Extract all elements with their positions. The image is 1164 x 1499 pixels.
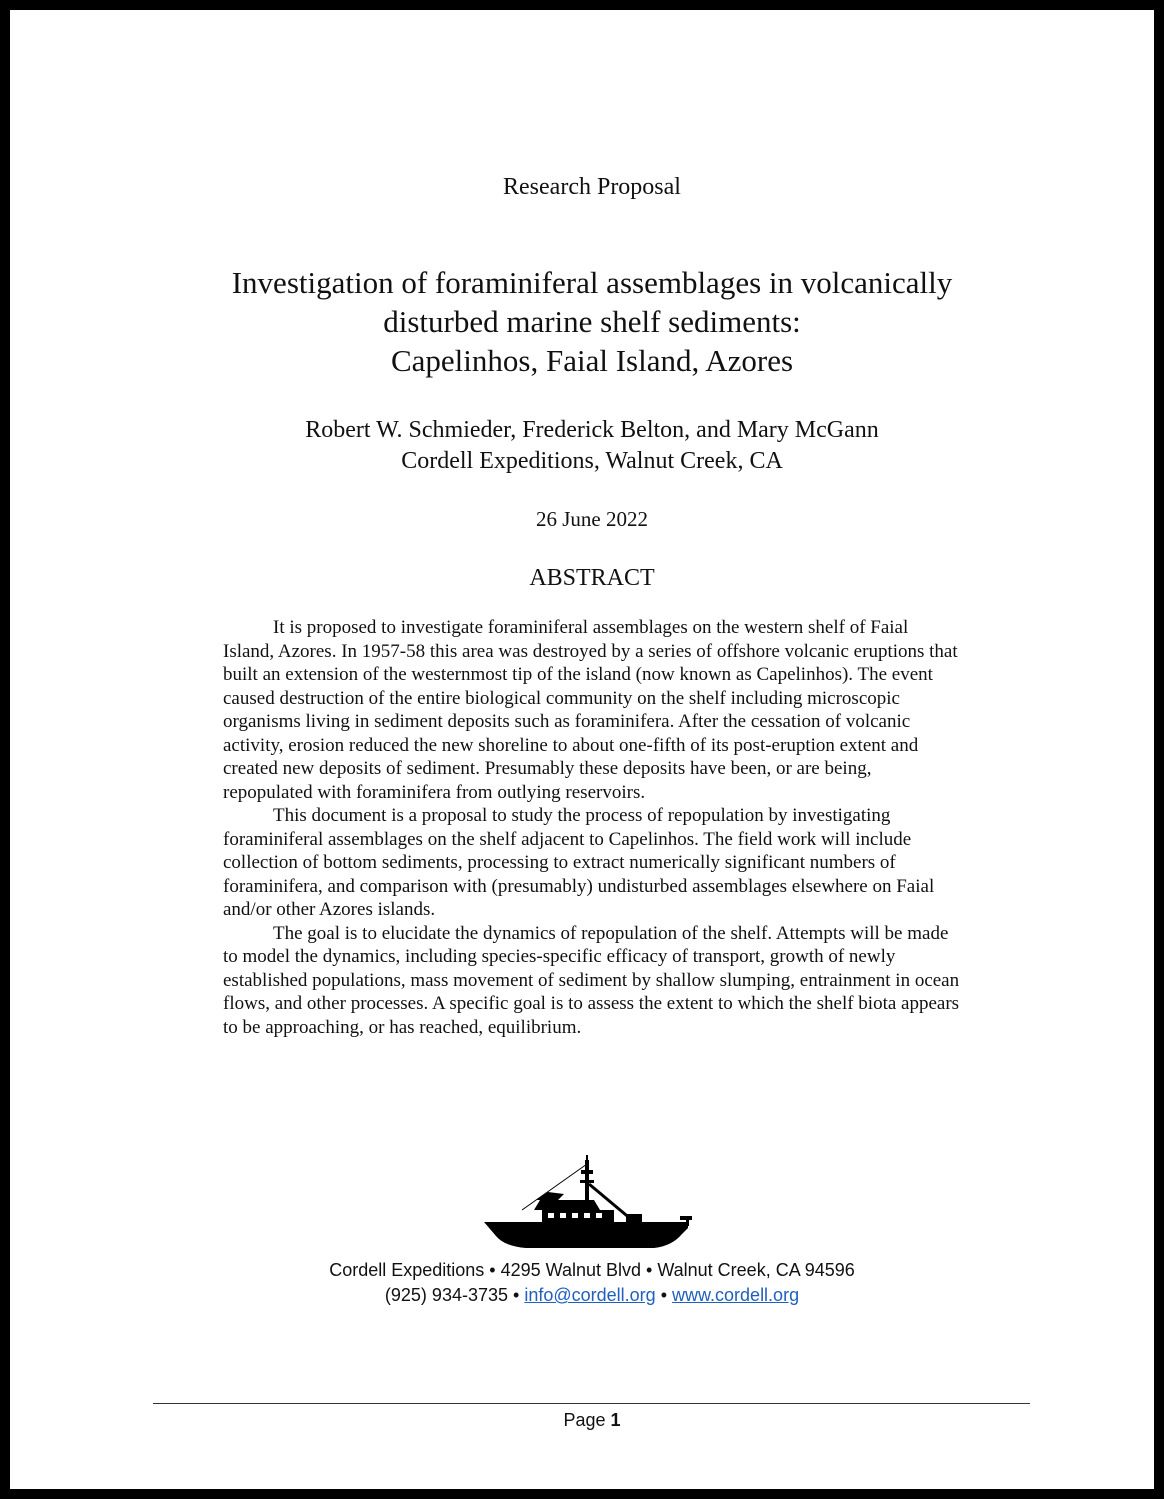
abstract-body bbox=[223, 616, 963, 1039]
phone-number: (925) 934-3735 bbox=[384, 1285, 508, 1305]
footer-divider bbox=[153, 1403, 1030, 1404]
email-link[interactable]: info@cordell.org bbox=[524, 1285, 656, 1305]
document-date: 26 June 2022 bbox=[536, 507, 648, 531]
document-title bbox=[10, 263, 1164, 380]
abstract-paragraph: This document is a proposal to study the process of repopulation by investigating foraminiferal assemblages on the shelf adjacent to Capelinhos. The field work will include collection of bottom sediments, processing to extract numerically significant numbers of foraminifera, and comparison with (presumably) undisturbed assemblages elsewhere on Faial and/or other Azores islands. bbox=[223, 805, 935, 920]
ship-icon bbox=[482, 1154, 702, 1254]
author-block bbox=[10, 415, 1164, 477]
title-line: disturbed marine shelf sediments: bbox=[383, 304, 801, 339]
page-number bbox=[10, 1408, 1164, 1432]
website-link[interactable]: www.cordell.org bbox=[672, 1285, 800, 1305]
title-line: Investigation of foraminiferal assemblages in volcanically bbox=[231, 265, 953, 300]
separator: • bbox=[660, 1285, 668, 1305]
contact-line bbox=[10, 1283, 1164, 1308]
abstract-heading: ABSTRACT bbox=[529, 565, 655, 591]
page-label: Page bbox=[563, 1410, 606, 1430]
title-line: Capelinhos, Faial Island, Azores bbox=[390, 343, 794, 378]
authors: Robert W. Schmieder, Frederick Belton, and Mary McGann bbox=[305, 417, 879, 443]
page-number-value: 1 bbox=[610, 1410, 621, 1430]
abstract-paragraph: The goal is to elucidate the dynamics of repopulation of the shelf. Attempts will be made to model the dynamics, including species-specific efficacy of transport, growth of newly established populations, mass movement of sediment by shallow slumping, entrainment in ocean flows, and other processes. A specific goal is to assess the extent to which the shelf biota appears to be approaching, or has reached, equilibrium. bbox=[223, 922, 960, 1038]
separator: • bbox=[513, 1285, 520, 1305]
abstract-paragraph: It is proposed to investigate foraminiferal assemblages on the western shelf of Faial Island, Azores. In 1957-58 this area was destroyed by a series of offshore volcanic eruptions that built an extension of the westernmost tip of the island (now known as Capelinhos). The event caused destruction of the entire biological community on the shelf including microscopic organisms living in sediment deposits such as foraminifera. After the cessation of volcanic activity, erosion reduced the new shoreline to about one-fifth of its post-eruption extent and created new deposits of sediment. Presumably these deposits have been, or are being, repopulated with foraminifera from outlying reservoirs. bbox=[223, 617, 958, 803]
address-line: Cordell Expeditions • 4295 Walnut Blvd • Walnut Creek, CA 94596 bbox=[329, 1260, 855, 1280]
footer-contact bbox=[10, 1258, 1164, 1308]
document-type: Research Proposal bbox=[503, 174, 681, 200]
affiliation: Cordell Expeditions, Walnut Creek, CA bbox=[401, 448, 783, 474]
